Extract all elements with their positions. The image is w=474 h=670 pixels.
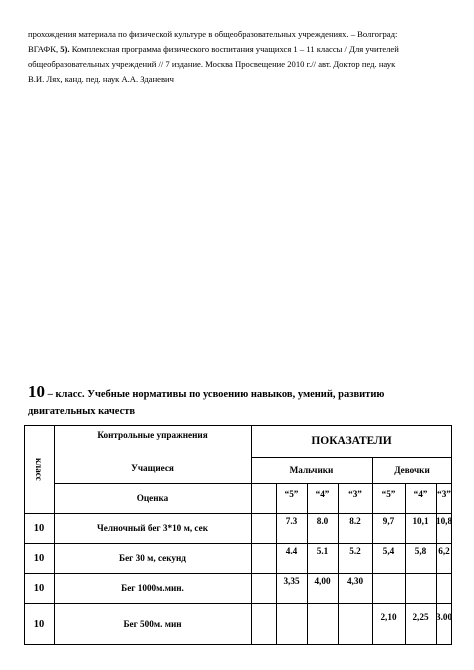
row-exercise: Бег 1000м.мин. xyxy=(121,583,184,593)
students-header: Учащиеся xyxy=(131,463,174,473)
intro-line: прохождения материала по физической культуре в общеобразовательных учреждениях. – Волгоград: xyxy=(28,29,398,39)
row-value: 4.4 xyxy=(285,546,298,556)
row-value: 5,8 xyxy=(414,546,427,556)
row-exercise: Бег 500м. мин xyxy=(123,619,182,629)
table-line xyxy=(307,483,308,645)
intro-line: В.И. Лях, канд. пед. наук А.А. Зданевич xyxy=(28,74,174,84)
girls-header: Девочки xyxy=(394,465,430,475)
row-value: 3.00 xyxy=(435,612,453,622)
row-value: 9,7 xyxy=(382,516,395,526)
row-value: 10,1 xyxy=(412,516,429,526)
row-value: 2,25 xyxy=(412,612,429,622)
intro-paragraph xyxy=(28,27,458,87)
row-value: 5,4 xyxy=(382,546,395,556)
intro-line: общеобразовательных учреждений // 7 издание. Москва Просвещение 2010 г.// авт. Доктор пед. наук xyxy=(28,59,396,69)
mark-header: “4” xyxy=(315,489,330,499)
row-value: 6,2 xyxy=(438,546,450,556)
table-line xyxy=(338,483,339,645)
heading-line xyxy=(28,383,458,403)
section-heading xyxy=(28,383,458,420)
row-value: 2,10 xyxy=(380,612,397,622)
mark-header: “5” xyxy=(381,489,396,499)
intro-text: ВГАФК, xyxy=(28,44,61,54)
row-value: 4,00 xyxy=(314,576,331,586)
class-header: класс xyxy=(34,457,44,481)
row-exercise: Бег 30 м, секунд xyxy=(119,553,186,563)
intro-line xyxy=(28,42,458,57)
grade-header: Оценка xyxy=(136,493,169,503)
row-value: 7.3 xyxy=(285,516,298,526)
exercises-header: Контрольные упражнения xyxy=(97,430,208,440)
row-class: 10 xyxy=(33,552,45,564)
row-value: 10,8 xyxy=(435,516,453,526)
intro-text: Комплексная программа физического воспитания учащихся 1 – 11 классы / Для учителей xyxy=(69,44,399,54)
row-class: 10 xyxy=(33,618,45,630)
table-line xyxy=(276,483,277,645)
heading-line: двигательных качеств xyxy=(28,406,136,417)
list-number: 5). xyxy=(60,44,70,54)
row-class: 10 xyxy=(33,582,45,594)
mark-header: “4” xyxy=(413,489,428,499)
row-value: 5.1 xyxy=(316,546,329,556)
grade-number: 10 xyxy=(28,382,45,401)
row-value: 8.0 xyxy=(316,516,329,526)
row-value: 3,35 xyxy=(283,576,300,586)
heading-text: – класс. Учебные нормативы по усвоению навыков, умений, развитию xyxy=(45,389,385,400)
mark-header: “3” xyxy=(437,489,451,499)
row-class: 10 xyxy=(33,522,45,534)
mark-header: “3” xyxy=(348,489,362,499)
standards-table xyxy=(24,425,452,645)
row-value: 5.2 xyxy=(349,546,361,556)
row-exercise: Челночный бег 3*10 м, сек xyxy=(97,523,208,533)
boys-header: Мальчики xyxy=(289,465,334,475)
row-value: 8.2 xyxy=(349,516,361,526)
row-value: 4,30 xyxy=(346,576,364,586)
mark-header: “5” xyxy=(284,489,299,499)
indicators-header: ПОКАЗАТЕЛИ xyxy=(311,435,392,447)
